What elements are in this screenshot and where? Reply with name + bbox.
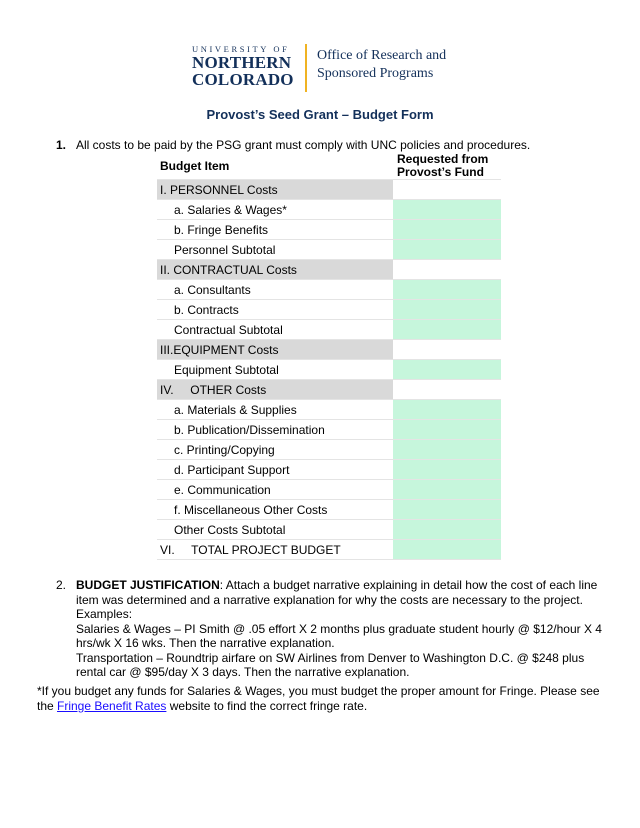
row-label: a. Salaries & Wages*: [157, 200, 393, 220]
row-label: I. PERSONNEL Costs: [157, 180, 393, 200]
table-row: [157, 440, 501, 460]
row-label: b. Contracts: [157, 300, 393, 320]
examples-label: Examples:: [76, 607, 133, 621]
amount-input-consultants[interactable]: [393, 280, 501, 300]
amount-input-participant-support[interactable]: [393, 460, 501, 480]
table-row: [157, 240, 501, 260]
table-row: [157, 520, 501, 540]
justification-paragraph: [76, 578, 611, 607]
row-label: f. Miscellaneous Other Costs: [157, 500, 393, 520]
header-requested: [393, 153, 501, 180]
table-row: [157, 420, 501, 440]
footnote-text-after: website to find the correct fringe rate.: [166, 698, 368, 713]
amount-input-materials[interactable]: [393, 400, 501, 420]
header-budget-item: Budget Item: [157, 153, 393, 180]
row-value-blank: [393, 380, 501, 400]
logo-colorado: COLORADO: [192, 70, 294, 89]
row-label: d. Participant Support: [157, 460, 393, 480]
budget-justification: [56, 578, 611, 680]
section-row-other: [157, 380, 501, 400]
row-value-blank: [393, 180, 501, 200]
row-label: VI. TOTAL PROJECT BUDGET: [157, 540, 393, 560]
table-row: [157, 480, 501, 500]
section-row-contractual: [157, 260, 501, 280]
table-row: [157, 320, 501, 340]
footnote-text-before: *If you budget any funds for Salaries & Wages, you must budget the proper amount for Fringe. Please see the: [37, 684, 600, 713]
row-label: Personnel Subtotal: [157, 240, 393, 260]
table-row: [157, 200, 501, 220]
budget-table-header: [157, 153, 501, 180]
header-requested-line1: Requested from: [397, 152, 489, 166]
amount-input-personnel-subtotal[interactable]: [393, 240, 501, 260]
footnote: [37, 684, 607, 713]
logo-office-line2: Sponsored Programs: [317, 66, 434, 81]
amount-input-contracts[interactable]: [393, 300, 501, 320]
row-label: e. Communication: [157, 480, 393, 500]
section-row-personnel: [157, 180, 501, 200]
item-1-number: 1.: [56, 138, 67, 152]
header-requested-line2: Provost’s Fund: [397, 165, 484, 179]
budget-table: [157, 153, 501, 560]
amount-input-printing[interactable]: [393, 440, 501, 460]
logo-office-line1: Office of Research and: [317, 48, 447, 63]
fringe-benefit-rates-link[interactable]: Fringe Benefit Rates: [57, 698, 167, 713]
row-label: c. Printing/Copying: [157, 440, 393, 460]
row-label: b. Publication/Dissemination: [157, 420, 393, 440]
logo-university-of: UNIVERSITY OF: [192, 44, 290, 54]
table-row: [157, 280, 501, 300]
amount-input-salaries[interactable]: [393, 200, 501, 220]
item-2-number: 2.: [56, 578, 67, 592]
amount-input-equipment-subtotal[interactable]: [393, 360, 501, 380]
row-label: Other Costs Subtotal: [157, 520, 393, 540]
row-value-blank: [393, 340, 501, 360]
justification-heading: BUDGET JUSTIFICATION: [76, 578, 220, 592]
amount-input-other-subtotal[interactable]: [393, 520, 501, 540]
row-label: Contractual Subtotal: [157, 320, 393, 340]
row-label: III.EQUIPMENT Costs: [157, 340, 393, 360]
table-row: [157, 400, 501, 420]
amount-input-total[interactable]: [393, 540, 501, 560]
row-value-blank: [393, 260, 501, 280]
amount-input-publication[interactable]: [393, 420, 501, 440]
table-row: [157, 300, 501, 320]
total-row: [157, 540, 501, 560]
row-label: a. Materials & Supplies: [157, 400, 393, 420]
justification-body: [76, 578, 611, 680]
table-row: [157, 460, 501, 480]
table-row: [157, 360, 501, 380]
row-label: a. Consultants: [157, 280, 393, 300]
page-title: Provost’s Seed Grant – Budget Form: [206, 107, 434, 122]
section-row-equipment: [157, 340, 501, 360]
table-row: [157, 220, 501, 240]
item-1-text: All costs to be paid by the PSG grant must comply with UNC policies and procedures.: [76, 138, 531, 152]
logo-divider: [305, 44, 307, 92]
amount-input-fringe[interactable]: [393, 220, 501, 240]
amount-input-contractual-subtotal[interactable]: [393, 320, 501, 340]
logo-northern: NORTHERN: [192, 53, 292, 72]
amount-input-communication[interactable]: [393, 480, 501, 500]
row-label: Equipment Subtotal: [157, 360, 393, 380]
item-1: [56, 138, 530, 152]
example-salaries: Salaries & Wages – PI Smith @ .05 effort X 2 months plus graduate student hourly @ $12/hour X 4 hrs/wk X 16 wks. Then the narrative explanation.: [76, 621, 602, 650]
row-label: II. CONTRACTUAL Costs: [157, 260, 393, 280]
row-label: b. Fringe Benefits: [157, 220, 393, 240]
table-row: [157, 500, 501, 520]
row-label: IV. OTHER Costs: [157, 380, 393, 400]
amount-input-misc[interactable]: [393, 500, 501, 520]
justification-text: : Attach a budget narrative explaining in detail how the cost of each line item was determined and a narrative explanation for why the costs are necessary to the project.: [76, 578, 598, 607]
example-transportation: Transportation – Roundtrip airfare on SW Airlines from Denver to Washington D.C. @ $248 plus rental car @ $95/day X 3 days. Then the narrative explanation.: [76, 650, 585, 679]
